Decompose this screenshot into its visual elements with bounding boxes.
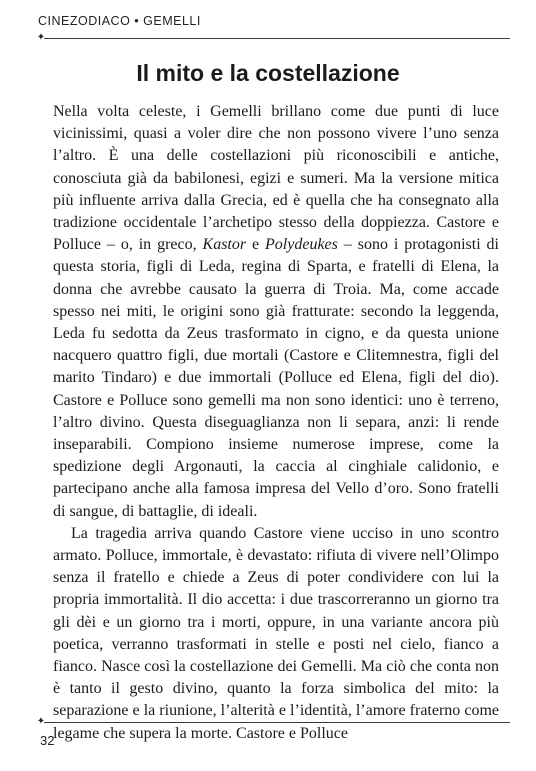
running-head: CINEZODIACO • GEMELLI bbox=[38, 14, 201, 28]
header-rule bbox=[44, 38, 510, 39]
page-number: 32 bbox=[40, 733, 55, 748]
footer-rule bbox=[44, 722, 510, 723]
paragraph-text: – sono i protagonisti di questa storia, figli di Leda, regina di Sparta, e fratelli di Elena, la donna che avrebbe causato la guerra di Troia. Ma, come accade spesso nei miti, le origini sono già fratturate: secondo la leggenda, Leda fu sedotta da Zeus trasformato in cigno, e da questa unione nacquero quattro figli, due mortali (Castore e Clitemnestra, figli del marito Tindaro) e due immortali (Polluce ed Elena, figli del dio). Castore e Polluce sono gemelli ma non sono identici: uno è terreno, l’altro divino. Questa diseguaglianza non li separa, anzi: li rende inseparabili. Compiono insieme numerose imprese, come la spedizione degli Argonauti, la caccia al cinghiale calidonio, e partecipano anche alla famosa impresa del Vello d’oro. Sono fratelli di sangue, di battaglie, di ideali. bbox=[53, 236, 499, 520]
paragraph-text: e bbox=[246, 236, 266, 254]
body-text bbox=[53, 101, 499, 745]
italic-term: Kastor bbox=[202, 236, 247, 254]
paragraph: La tragedia arriva quando Castore viene ucciso in uno scontro armato. Polluce, immortale, è devastato: rifiuta di vivere nell’Olimpo senza il fratello e chiede a Zeus di poter condividere con lui la propria immortalità. Il dio accetta: i due trascorreranno un giorno tra gli dèi e un giorno tra i morti, oppure, in una variante ancora più poetica, verranno trasformati in stelle e posti nel cielo, fianco a fianco. Nasce così la costellazione dei Gemelli. Ma ciò che conta non è tanto il gesto divino, quanto la forza simbolica del mito: la separazione e la riunione, l’alterità e l’identità, l’amore fraterno come legame che supera la morte. Castore e Polluce bbox=[53, 524, 499, 742]
footer-ornament-icon: ✦ bbox=[36, 716, 46, 727]
header-ornament-icon: ✦ bbox=[36, 32, 46, 43]
section-title: Il mito e la costellazione bbox=[136, 60, 400, 86]
italic-term: Polydeukes bbox=[265, 236, 338, 254]
paragraph-text: Nella volta celeste, i Gemelli brillano come due punti di luce vicinissimi, quasi a voler dire che non possono vivere l’uno senza l’altro. È una delle costellazioni più riconoscibili e antiche, conosciuta già da babilonesi, egizi e sumeri. Ma la versione mitica più influente arriva dalla Grecia, ed è quella che ha consegnato alla tradizione occidentale l’archetipo stesso della doppiezza. Castore e Polluce – o, in greco, bbox=[53, 103, 499, 254]
paragraph bbox=[53, 101, 499, 523]
